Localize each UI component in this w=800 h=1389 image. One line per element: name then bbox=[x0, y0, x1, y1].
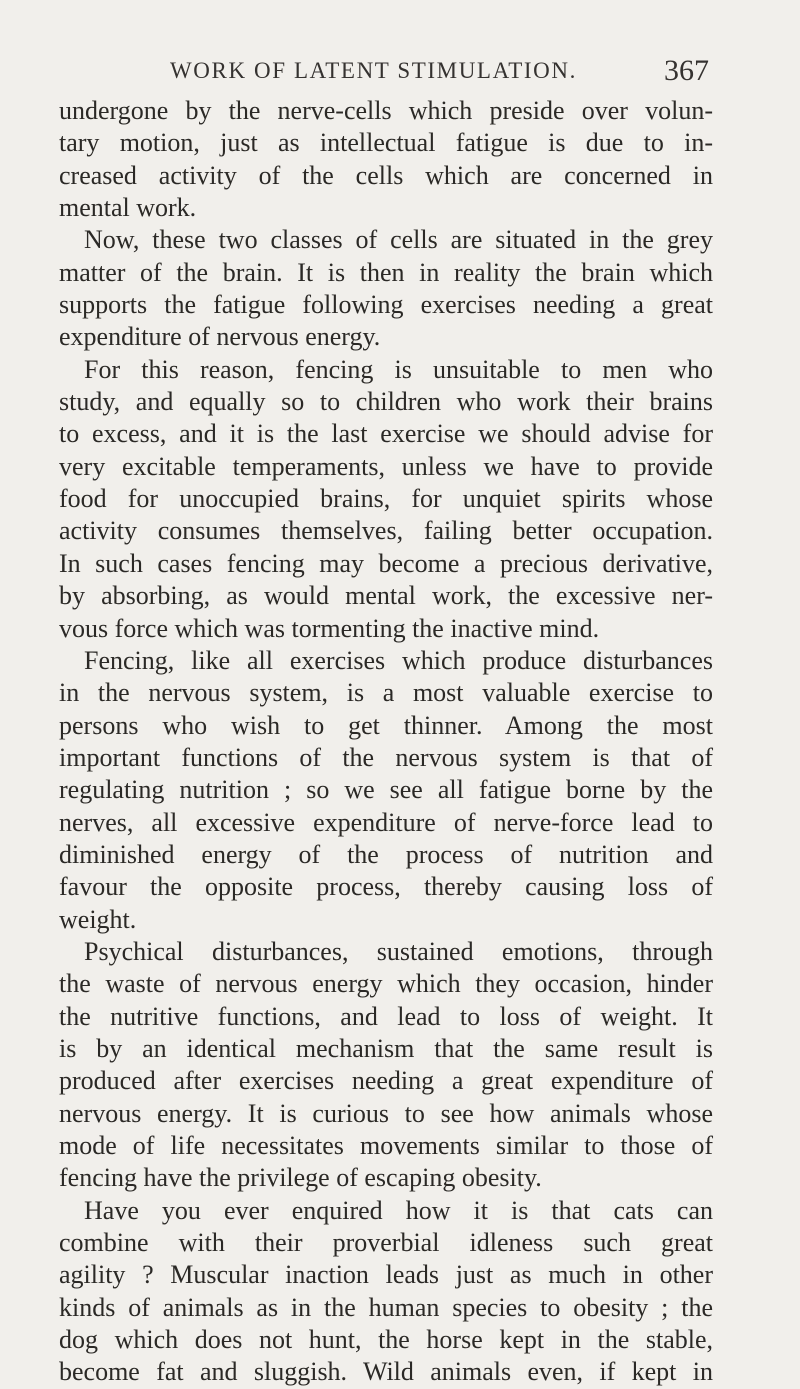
text-line: dog which does not hunt, the horse kept in the stable, bbox=[59, 1325, 713, 1355]
text-line: In such cases fencing may become a precious derivative, bbox=[59, 548, 713, 578]
text-line: creased activity of the cells which are concerned in bbox=[59, 160, 713, 190]
text-line: nerves, all excessive expenditure of nerve-force lead to bbox=[59, 807, 713, 837]
text-line: expenditure of nervous energy. bbox=[59, 322, 381, 352]
text-line: undergone by the nerve-cells which preside over volun- bbox=[59, 96, 713, 125]
running-title: WORK OF LATENT STIMULATION. bbox=[170, 58, 577, 83]
text-line: the nutritive functions, and lead to loss of weight. It bbox=[59, 1001, 713, 1031]
text-line: For this reason, fencing is unsuitable to men who bbox=[84, 354, 713, 384]
text-line: become fat and sluggish. Wild animals even, if kept in bbox=[59, 1357, 713, 1387]
text-line: to excess, and it is the last exercise we should advise for bbox=[59, 419, 713, 449]
text-line: Psychical disturbances, sustained emotions, through bbox=[84, 936, 713, 966]
body-text bbox=[59, 95, 713, 1389]
text-line: diminished energy of the process of nutrition and bbox=[59, 839, 713, 869]
text-line: Have you ever enquired how it is that cats can bbox=[84, 1195, 713, 1225]
text-line: Fencing, like all exercises which produce disturbances bbox=[84, 645, 713, 675]
text-line: mental work. bbox=[59, 193, 197, 223]
text-line: by absorbing, as would mental work, the excessive ner- bbox=[59, 581, 713, 611]
text-line: study, and equally so to children who work their brains bbox=[59, 387, 713, 417]
text-line: nervous energy. It is curious to see how animals whose bbox=[59, 1098, 713, 1128]
running-head bbox=[114, 52, 709, 92]
text-line: food for unoccupied brains, for unquiet spirits whose bbox=[59, 484, 713, 514]
text-line: the waste of nervous energy which they occasion, hinder bbox=[59, 969, 713, 999]
text-line: very excitable temperaments, unless we have to provide bbox=[59, 451, 713, 481]
text-line: agility ? Muscular inaction leads just as much in other bbox=[59, 1260, 713, 1290]
text-line: matter of the brain. It is then in reality the brain which bbox=[59, 257, 713, 287]
text-line: vous force which was tormenting the inactive mind. bbox=[59, 613, 600, 643]
text-line: supports the fatigue following exercises needing a great bbox=[59, 290, 713, 320]
text-line: favour the opposite process, thereby causing loss of bbox=[59, 872, 713, 902]
text-line: regulating nutrition ; so we see all fatigue borne by the bbox=[59, 775, 713, 805]
text-line: weight. bbox=[59, 904, 137, 934]
page-number: 367 bbox=[664, 54, 709, 87]
text-line: fencing have the privilege of escaping obesity. bbox=[59, 1163, 542, 1193]
text-line: tary motion, just as intellectual fatigue is due to in- bbox=[59, 128, 713, 158]
text-line: produced after exercises needing a great expenditure of bbox=[59, 1066, 713, 1096]
text-line: mode of life necessitates movements similar to those of bbox=[59, 1131, 713, 1160]
text-line: kinds of animals as in the human species to obesity ; the bbox=[59, 1292, 713, 1322]
text-line: important functions of the nervous system is that of bbox=[59, 742, 713, 772]
text-line: Now, these two classes of cells are situated in the grey bbox=[84, 225, 713, 255]
text-line: combine with their proverbial idleness such great bbox=[59, 1228, 713, 1258]
text-line: persons who wish to get thinner. Among the most bbox=[59, 710, 713, 740]
text-line: activity consumes themselves, failing better occupation. bbox=[59, 516, 713, 546]
text-line: in the nervous system, is a most valuable exercise to bbox=[59, 678, 713, 708]
text-line: is by an identical mechanism that the same result is bbox=[59, 1033, 713, 1063]
